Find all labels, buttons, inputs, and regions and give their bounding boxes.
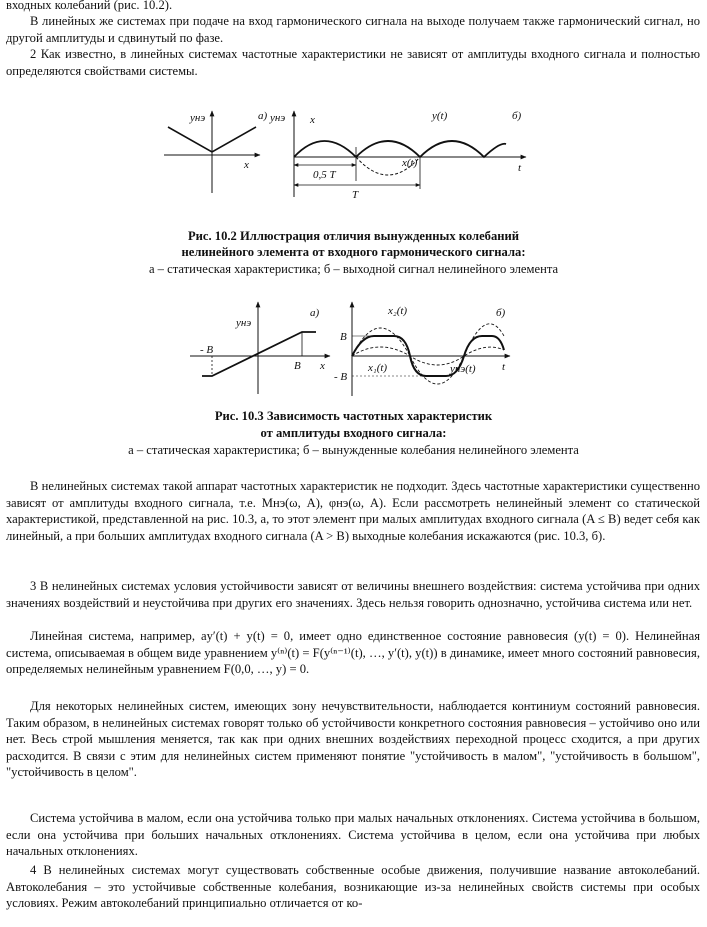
fig-10-2b-output-curve [294,141,506,157]
fig-10-3b-b-label: B [340,331,347,343]
fig-10-3a-label: а) [310,307,320,319]
fig-10-2b-half-period-label: 0,5 T [313,169,336,181]
text-line-top: входных колебаний (рис. 10.2). [6,0,173,12]
fig-10-3-caption-sub: а – статическая характеристика; б – вынужденные колебания нелинейного элемента [128,443,579,457]
fig-10-2b-x-curve-label: x [310,114,315,126]
fig-10-2b-y-t-label: y(t) [432,110,448,122]
paragraph-linear-system: Линейная система, например, ay′(t) + y(t) = 0, имеет одно единственное состояние равновесия (y(t) = 0). Нелинейная система, описываемая в общем виде уравнением y⁽ⁿ⁾(t) = F(y⁽ⁿ⁻¹⁾(t), …, y′(t), y(t)) в динамике, имеет много состояний равновесия, определяемых нелинейным уравнением F(0,0, …, y) = 0. [6,629,700,677]
fig-10-3a-y-label: yнэ [236,317,252,329]
fig-10-3b-t-label: t [502,361,506,373]
paragraph-point-4: 4 В нелинейных системах могут существовать собственные особые движения, получившие название автоколебаний. Автоколебания – это устойчивые собственные колебания, возникающие из-за нелинейных свойств системы при особых условиях. Режим автоколебаний принципиально отличается от ко- [6,863,700,911]
fig-10-3b-x2-label: x₂(t) [388,305,408,317]
fig-10-2b-x-t-label: x(t) [402,157,418,169]
fig-10-3b-x2-large-input [352,324,504,384]
paragraph-insensitivity-zone: Для некоторых нелинейных систем, имеющих зону нечувствительности, наблюдается континиум состояний равновесия. Таким образом, в нелинейных системах говорят только об устойчивости конкретного состояния равновесия – устойчиво оно или нет. Весь строй мышления меняется, так как при одних внешних воздействиях переходной процесс сходится, а при других расходится. В связи с этим для нелинейных систем применяют понятие "устойчивость в малом", "устойчивость в большом", "устойчивость в целом". [6,699,700,780]
fig-10-3b-ynz-label: yнэ(t) [450,363,476,375]
fig-10-3a-pos-b-label: B [294,360,301,372]
fig-10-3-panel-a [190,302,330,394]
fig-10-2-panel-b [269,110,526,201]
paragraph-frequency-characteristics: В нелинейных системах такой аппарат частотных характеристик не подходит. Здесь частотные характеристики существенно зависят от амплитуды входного сигнала, т.е. Mнэ(ω, A), φнэ(ω, A). Если рассмотреть нелинейный элемент со статической характеристикой, представленной на рис. 10.3, а, то этот элемент при малых амплитудах входного сигнала (A ≤ B) ведет себя как линейный, а при больших амплитудах входного сигнала (A > B) выходные колебания искажаются (рис. 10.3, б). [6,479,700,543]
fig-10-2b-period-label: T [352,189,359,201]
figure-10-3 [180,296,520,402]
paragraph-stability-small: Система устойчива в малом, если она устойчива только при малых начальных отклонениях. Система устойчива в большом, если она устойчива при больших начальных отклонениях. Система устойчива в целом, если она устойчива при любых начальных отклонениях. [6,811,700,859]
fig-10-3a-x-label: x [320,360,325,372]
fig-10-3-panel-b [334,302,510,396]
fig-10-3-caption-title2: от амплитуды входного сигнала: [260,426,447,440]
fig-10-3a-neg-b-label: - B [200,344,214,356]
paragraph-point-2: 2 Как известно, в линейных системах частотные характеристики не зависят от амплитуды входного сигнала и полностью определяются свойствами системы. [6,47,700,78]
fig-10-2a-y-label: yнэ [190,112,206,124]
fig-10-2-panel-a [164,110,268,193]
fig-10-2-caption-sub: а – статическая характеристика; б – выходной сигнал нелинейного элемента [148,262,559,276]
fig-10-3b-label: б) [496,307,506,319]
fig-10-2-caption-title2: нелинейного элемента от входного гармонического сигнала: [181,245,526,259]
fig-10-2b-label: б) [512,110,522,122]
paragraph-linear-harmonic: В линейных же системах при подаче на вход гармонического сигнала на выходе получаем также гармонический сигнал, но другой амплитуды и сдвинутый по фазе. [6,14,700,45]
fig-10-3-caption-title: Рис. 10.3 Зависимость частотных характеристик [214,409,493,423]
fig-10-2a-label: а) [258,110,268,122]
fig-10-3b-neg-b-label: - B [334,371,348,383]
fig-10-2b-y-label: yнэ [270,112,286,124]
fig-10-2-caption-title: Рис. 10.2 Иллюстрация отличия вынужденных колебаний [187,229,520,243]
paragraph-point-3: 3 В нелинейных системах условия устойчивости зависят от величины внешнего воздействия: система устойчива при одних значениях воздействий и неустойчива при других его значениях. Здесь нельзя говорить однозначно, устойчива система или нет. [6,579,700,610]
fig-10-2a-x-label: x [244,159,249,171]
fig-10-2b-t-label: t [518,162,522,174]
figure-10-2 [150,105,550,203]
fig-10-3b-x1-label: x₁(t) [368,362,388,374]
